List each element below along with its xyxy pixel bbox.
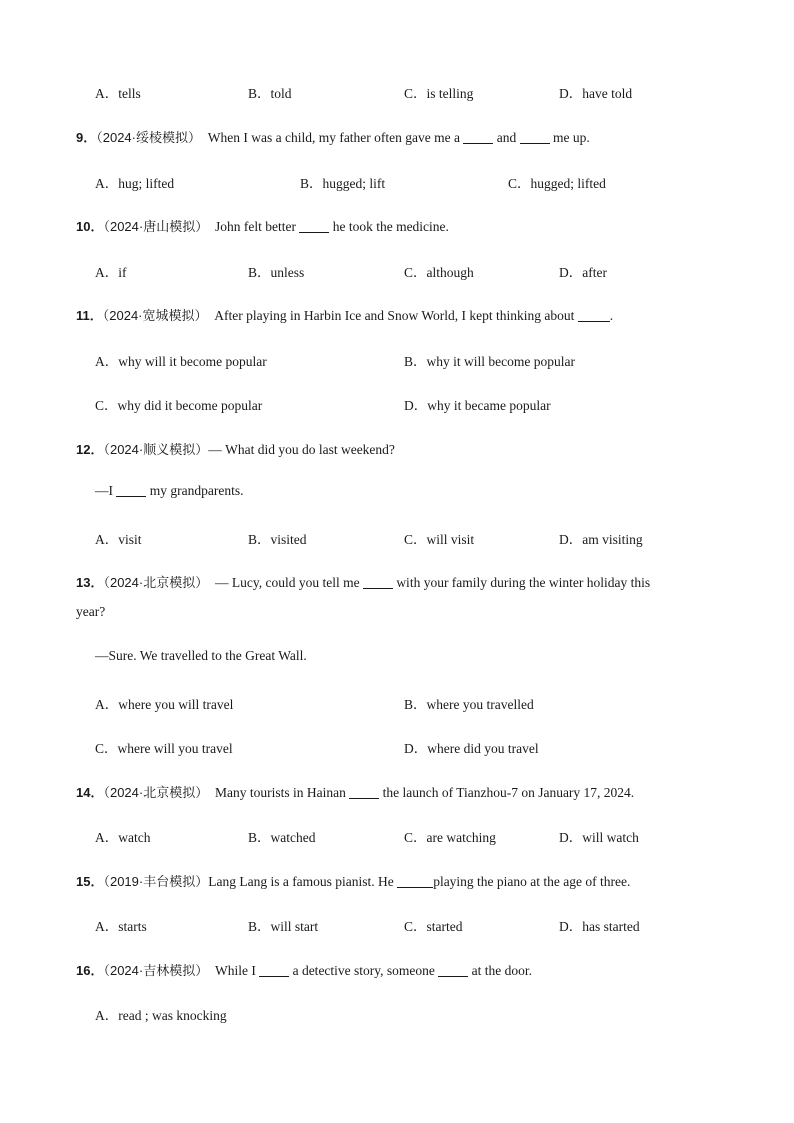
response-text: my grandparents. [146,483,244,498]
option-a: A．why will it become popular [95,354,267,369]
answer-blank [520,131,550,144]
option-c: C．where will you travel [95,741,233,756]
answer-blank [259,964,289,977]
answer-blank [397,875,433,888]
option-c: C．why did it become popular [95,398,263,413]
option-d: D．has started [559,919,640,934]
question-15 [76,871,630,890]
question-text: playing the piano at the age of three. [433,874,631,889]
question-text: me up. [549,130,590,145]
question-response [95,483,243,499]
answer-blank [299,220,329,233]
question-11 [76,305,613,324]
question-text: . [609,308,614,323]
question-12 [76,439,395,458]
question-text: Many tourists in Hainan [214,785,350,800]
question-13 [76,572,650,591]
question-number: 16． [76,963,104,978]
option-b: B．watched [248,830,316,845]
option-b: B．where you travelled [404,697,534,712]
option-a: A．read ; was knocking [95,1008,227,1023]
answer-blank [349,786,379,799]
question-text: Lang Lang is a famous pianist. He [208,874,398,889]
option-c: C．are watching [404,830,496,845]
question-source: （2024·吉林模拟） [103,963,209,978]
question-10 [76,216,449,235]
option-a: A．hug; lifted [95,176,175,191]
option-c: C．is telling [404,86,474,101]
answer-blank [438,964,468,977]
response-text: —I [95,483,117,498]
option-b: B．visited [248,532,307,547]
answer-blank [463,131,493,144]
answer-blank [116,484,146,497]
question-source: （2024·北京模拟） [103,785,209,800]
question-text: he took the medicine. [329,219,449,234]
question-text: a detective story, someone [289,963,439,978]
option-c: C．although [404,265,474,280]
question-number: 12． [76,442,104,457]
question-number: 9． [76,130,97,145]
option-b: B．unless [248,265,305,280]
question-number: 14． [76,785,104,800]
answer-blank [363,576,393,589]
option-a: A．visit [95,532,142,547]
question-text: — What did you do last weekend? [208,442,395,457]
question-number: 10． [76,219,104,234]
question-number: 11． [76,308,103,323]
question-text-continued: year? [76,604,106,619]
option-b: B．hugged; lift [300,176,386,191]
question-text: When I was a child, my father often gave me a [207,130,464,145]
option-b: B．told [248,86,292,101]
question-text: While I [214,963,260,978]
option-d: D．after [559,265,607,280]
option-b: B．will start [248,919,319,934]
question-16 [76,960,532,979]
question-9 [76,127,590,146]
option-c: C．will visit [404,532,475,547]
option-a: A．if [95,265,127,280]
question-text: — Lucy, could you tell me [214,575,363,590]
question-number: 13． [76,575,104,590]
option-a: A．tells [95,86,141,101]
question-source: （2024·宽城模拟） [102,308,208,323]
option-b: B．why it will become popular [404,354,575,369]
question-response: —Sure. We travelled to the Great Wall. [95,648,307,663]
option-d: D．why it became popular [404,398,551,413]
option-c: C．started [404,919,463,934]
question-text: John felt better [214,219,300,234]
question-number: 15． [76,874,104,889]
option-d: D．will watch [559,830,639,845]
option-a: A．watch [95,830,151,845]
option-d: D．am visiting [559,532,643,547]
answer-blank [578,309,610,322]
question-source: （2024·顺义模拟） [103,442,209,457]
question-source: （2024·绥棱模拟） [96,130,201,145]
question-text: After playing in Harbin Ice and Snow World, I kept thinking about [214,308,578,323]
question-source: （2019·丰台模拟） [103,874,209,889]
question-source: （2024·唐山模拟） [103,219,209,234]
question-text: the launch of Tianzhou-7 on January 17, 2024. [379,785,635,800]
question-text: at the door. [468,963,533,978]
question-text: and [493,130,520,145]
question-text: with your family during the winter holiday this [392,575,651,590]
option-a: A．starts [95,919,147,934]
option-d: D．have told [559,86,633,101]
option-c: C．hugged; lifted [508,176,606,191]
question-source: （2024·北京模拟） [103,575,209,590]
option-a: A．where you will travel [95,697,234,712]
question-14 [76,782,634,801]
option-d: D．where did you travel [404,741,539,756]
